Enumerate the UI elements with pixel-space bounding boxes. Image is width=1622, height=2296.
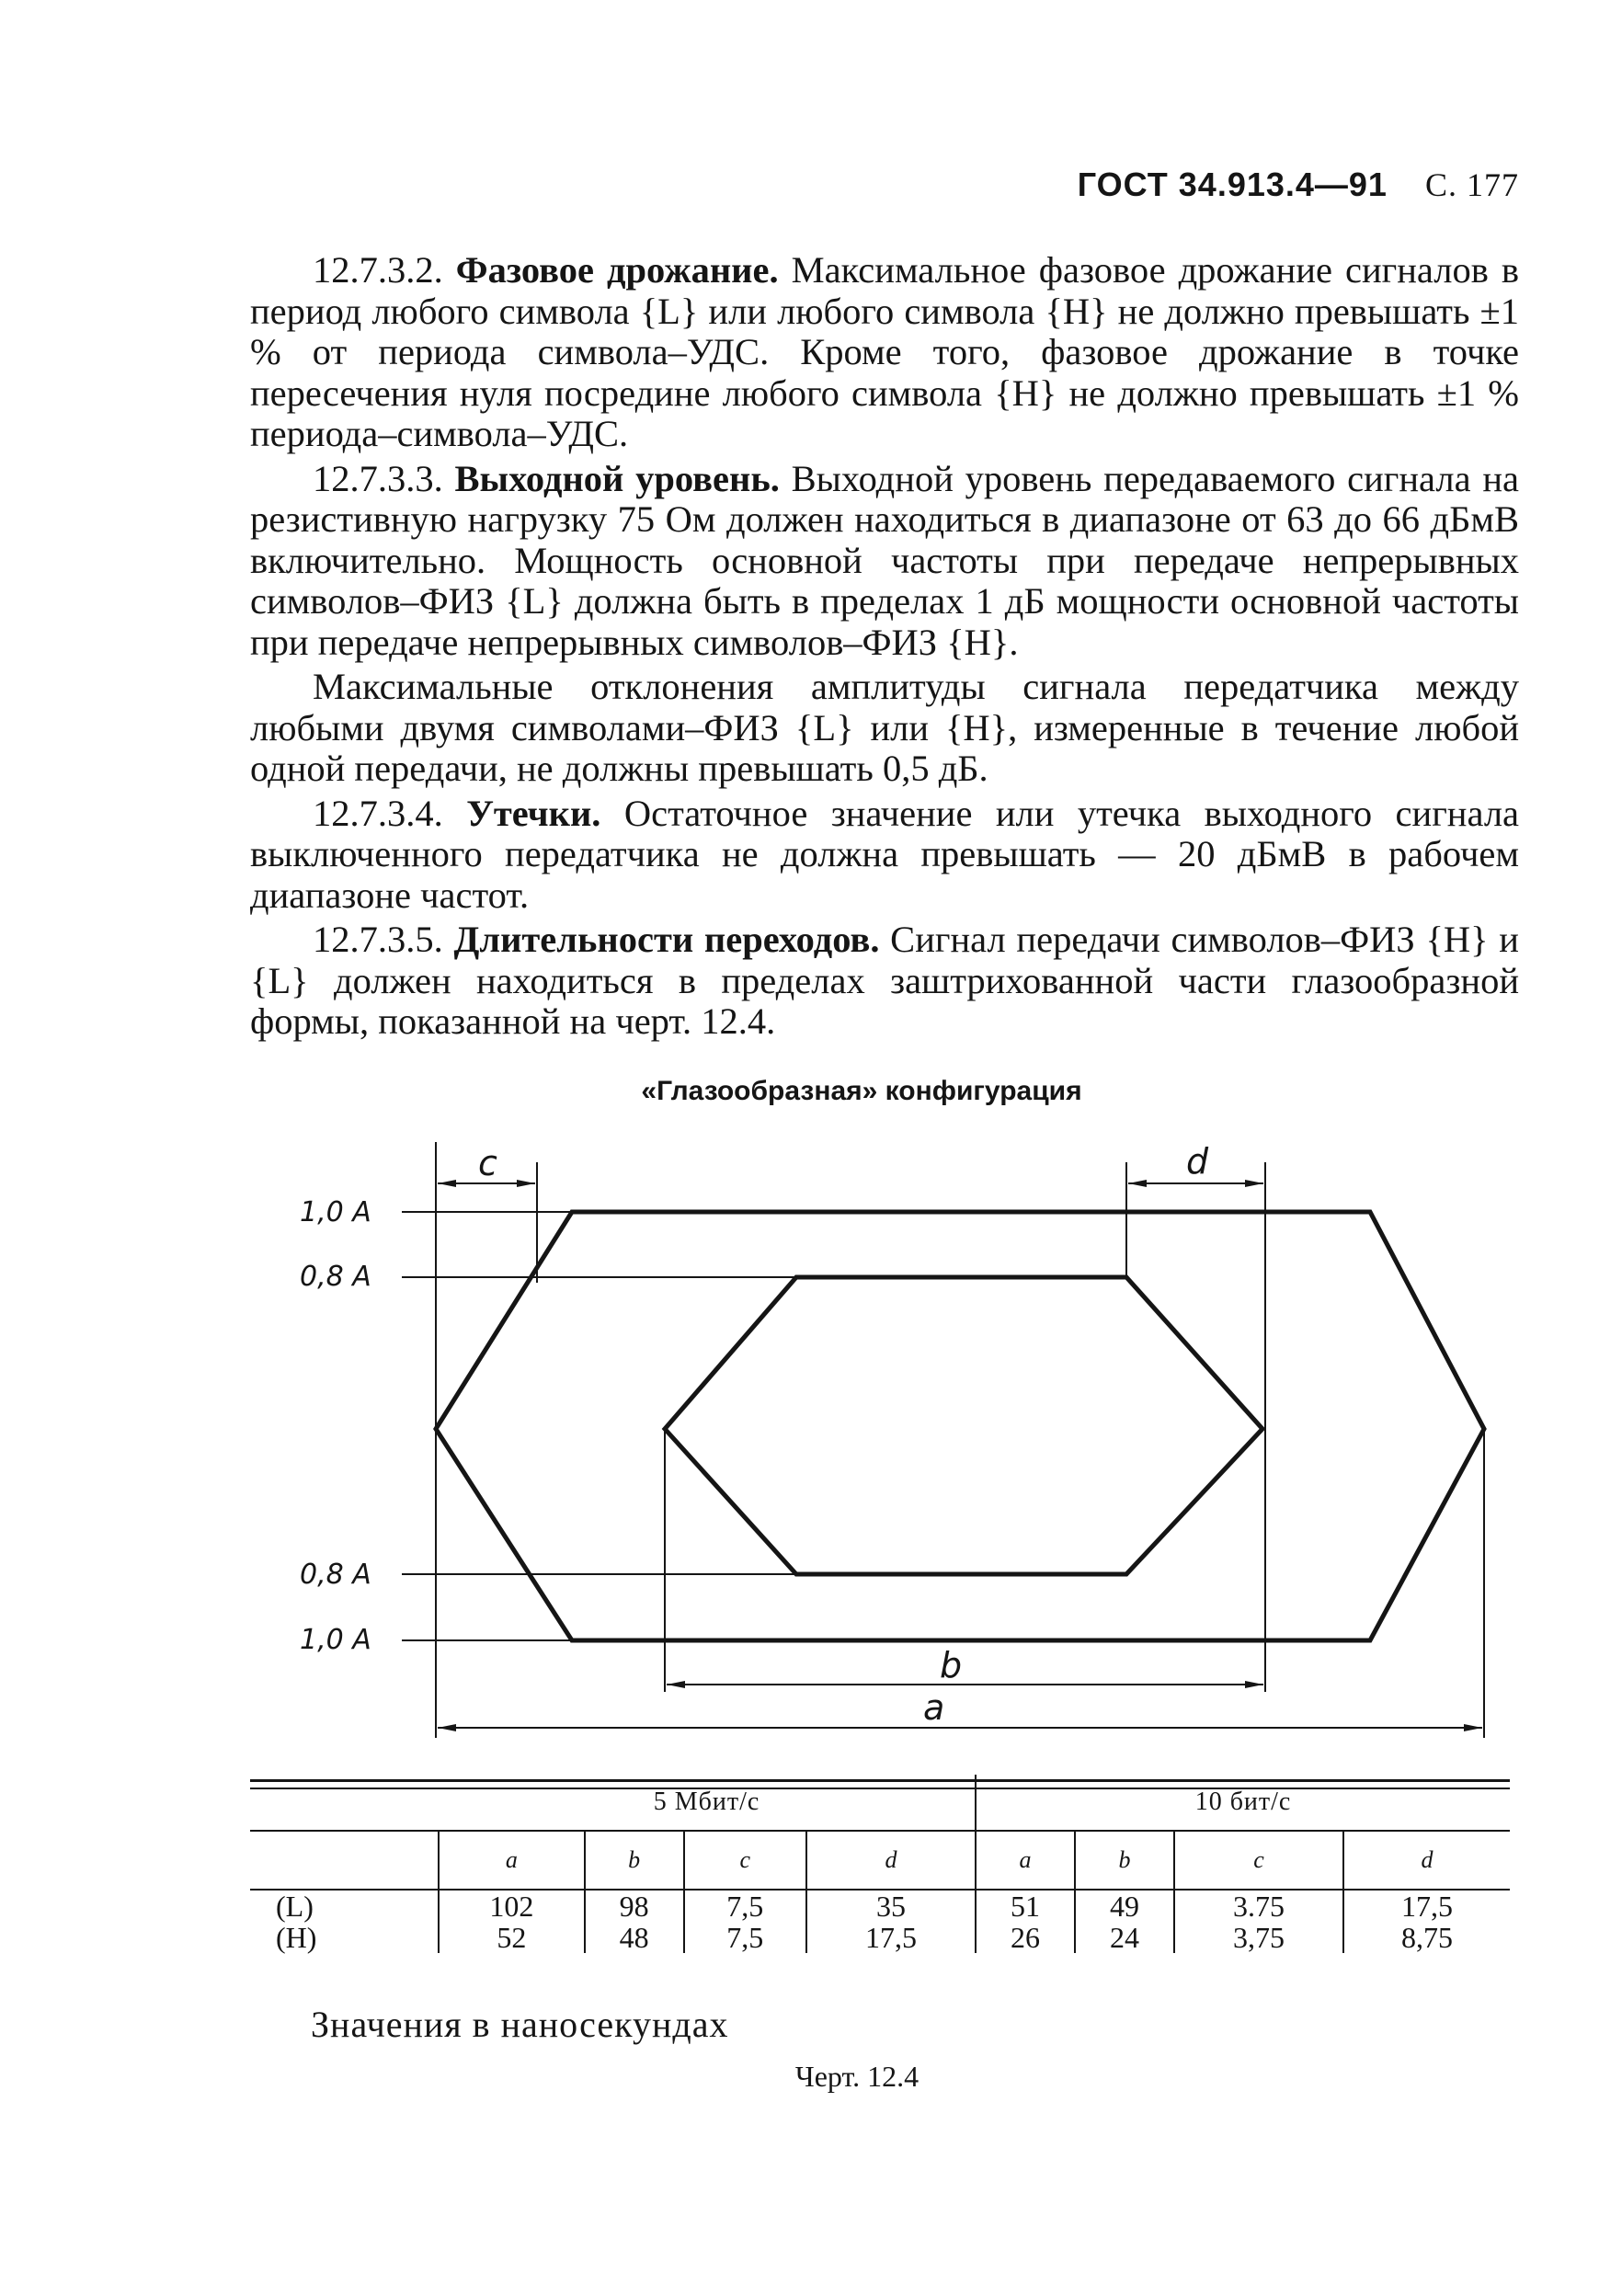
paragraph-text: Выходной уровень передаваемого сигнала на резистивную нагрузку 75 Ом должен находиться в диапазоне от 63 до 66 дБмВ включительно. Мощность основной частоты при передаче непрерывных символов–ФИЗ {L} должна быть в пределах 1 дБ мощности основной частоты при передаче непрерывных символов–ФИЗ {H}. xyxy=(250,457,1519,663)
cell: 51 xyxy=(1011,1890,1041,1923)
cell: 3,75 xyxy=(1232,1921,1285,1954)
figure-caption: Черт. 12.4 xyxy=(794,2060,920,2093)
dimension-d-label: d xyxy=(1186,1141,1209,1182)
cell: 17,5 xyxy=(865,1921,917,1954)
page-number: С. 177 xyxy=(1424,166,1519,203)
col-header: c xyxy=(1174,1831,1343,1890)
col-header: b xyxy=(585,1831,684,1890)
group-header-5mbit: 5 Мбит/с xyxy=(653,1788,760,1816)
cell: 26 xyxy=(1011,1921,1041,1954)
dimension-b-label: b xyxy=(940,1645,963,1685)
col-header: d xyxy=(1343,1831,1510,1890)
cell: 98 xyxy=(619,1890,649,1923)
paragraph-number: 12.7.3.3. xyxy=(313,457,443,499)
table-row xyxy=(250,1890,1510,1953)
standard-number: ГОСТ 34.913.4—91 xyxy=(1077,166,1388,203)
group-header-10bit: 10 бит/с xyxy=(976,1775,1510,1831)
cell: 49 xyxy=(1109,1890,1139,1923)
col-header: a xyxy=(976,1831,1075,1890)
table-group-header xyxy=(250,1775,1510,1831)
table-subheader-row xyxy=(250,1831,1510,1890)
dimension-a-label: a xyxy=(923,1687,945,1728)
cell: 102 xyxy=(489,1890,534,1923)
row-label: (H) xyxy=(276,1921,317,1954)
col-header: d xyxy=(806,1831,976,1890)
paragraph-title: Длительности переходов. xyxy=(453,919,880,960)
timing-table xyxy=(250,1775,1510,1953)
cell: 8,75 xyxy=(1401,1921,1453,1954)
cell: 3.75 xyxy=(1232,1890,1285,1923)
paragraph-title: Фазовое дрожание. xyxy=(455,249,779,291)
paragraph-number: 12.7.3.2. xyxy=(313,249,443,291)
cell: 35 xyxy=(876,1890,906,1923)
cell: 52 xyxy=(497,1921,527,1954)
figure-title: «Глазообразная» конфигурация xyxy=(641,1076,1082,1106)
paragraph-text: Максимальные отклонения амплитуды сигнала передатчика между любыми двумя символами–ФИЗ {L} или {H}, измеренные в течение любой одной передачи, не должны превышать 0,5 дБ. xyxy=(250,666,1519,789)
level-label-bottom-outer: 1,0 A xyxy=(300,1624,371,1656)
col-header: a xyxy=(439,1831,585,1890)
row-label: (L) xyxy=(276,1890,314,1923)
cell: 24 xyxy=(1109,1921,1139,1954)
paragraph-title: Утечки. xyxy=(466,792,601,834)
col-header: b xyxy=(1075,1831,1174,1890)
paragraph-number: 12.7.3.5. xyxy=(313,919,443,960)
dimension-c-label: c xyxy=(478,1143,497,1183)
cell: 7,5 xyxy=(726,1921,764,1954)
cell: 48 xyxy=(619,1921,649,1954)
paragraph-text: Максимальное фазовое дрожание сигналов в период любого символа {L} или любого символа {H} не должно превышать ±1 % от периода символа–УДС. Кроме того, фазовое дрожание в точке пересечения нуля посредине любого символа {H} не должно превышать ±1 % периода–символа–УДС. xyxy=(250,249,1519,454)
col-header: c xyxy=(684,1831,806,1890)
paragraph-title: Выходной уровень. xyxy=(454,457,780,499)
paragraph-number: 12.7.3.4. xyxy=(313,792,443,834)
cell: 7,5 xyxy=(726,1890,764,1923)
inner-eye-opening xyxy=(665,1277,1262,1574)
level-label-top-inner: 0,8 A xyxy=(300,1261,371,1293)
units-note: Значения в наносекундах xyxy=(311,2004,729,2045)
paragraph-text: Сигнал передачи символов–ФИЗ {H} и {L} должен находиться в пределах заштрихованной части глазообразной формы, показанной на черт. 12.4. xyxy=(250,919,1519,1042)
cell: 17,5 xyxy=(1401,1890,1453,1923)
paragraph-text: Остаточное значение или утечка выходного сигнала выключенного передатчика не должна превышать — 20 дБмВ в рабочем диапазоне частот. xyxy=(250,792,1520,916)
level-label-top-outer: 1,0 A xyxy=(300,1196,371,1228)
level-label-bottom-inner: 0,8 A xyxy=(300,1559,371,1591)
